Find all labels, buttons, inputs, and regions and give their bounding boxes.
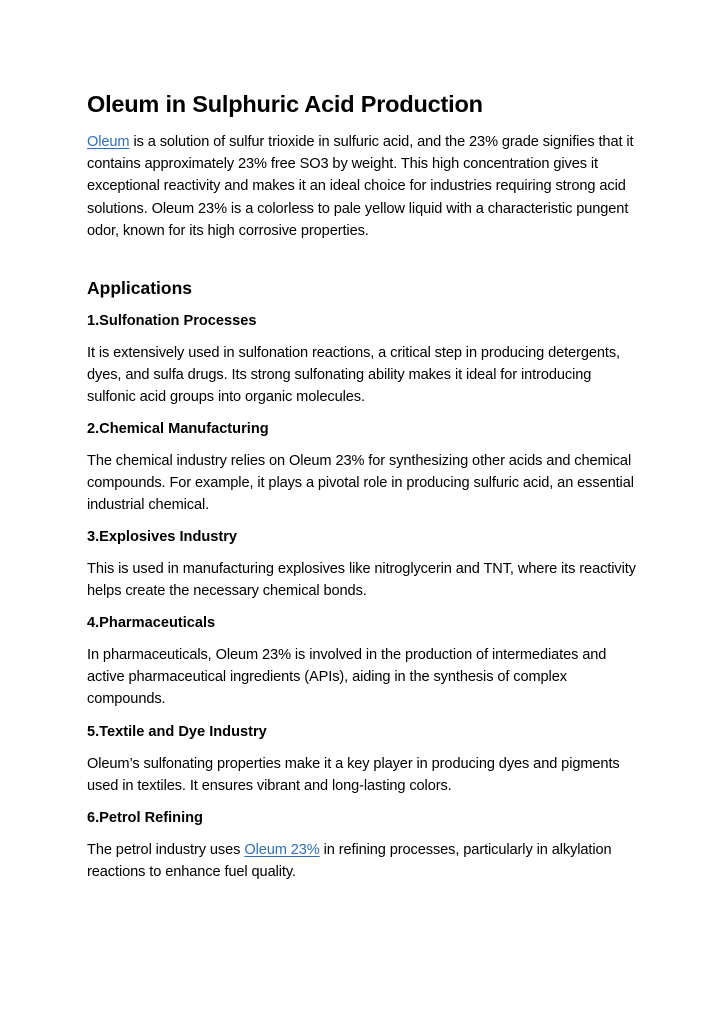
section-heading-petrol-refining: 6.Petrol Refining xyxy=(87,810,203,826)
intro-text: is a solution of sulfur trioxide in sulfuric acid, and the 23% grade signifies that it contains approximately 23% free SO3 by weight. This high concentration gives it exceptional reactivity and makes it an ideal choice for industries requiring strong acid solutions. Oleum 23% is a colorless to pale yellow liquid with a characteristic pungent odor, known for its high corrosive properties. xyxy=(87,134,634,239)
section-body-explosives: This is used in manufacturing explosives like nitroglycerin and TNT, where its reactivity helps create the necessary chemical bonds. xyxy=(87,561,636,600)
section-heading-chemical-manufacturing: 2.Chemical Manufacturing xyxy=(87,421,269,437)
intro-paragraph xyxy=(87,131,642,242)
petrol-text-before: The petrol industry uses xyxy=(87,842,245,858)
section-heading-pharmaceuticals: 4.Pharmaceuticals xyxy=(87,615,216,631)
section-heading-textile-dye: 5.Textile and Dye Industry xyxy=(87,724,267,740)
petrol-text-after: in refining processes, particularly in alkylation reactions to enhance fuel quality. xyxy=(87,842,612,881)
applications-heading: Applications xyxy=(87,278,193,298)
page-title: Oleum in Sulphuric Acid Production xyxy=(87,91,483,117)
oleum-23-link[interactable]: Oleum 23% xyxy=(244,842,320,858)
section-body-textile-dye: Oleum’s sulfonating properties make it a key player in producing dyes and pigments used in textiles. It ensures vibrant and long-lasting colors. xyxy=(87,756,620,795)
section-heading-sulfonation: 1.Sulfonation Processes xyxy=(87,313,257,329)
section-body-pharmaceuticals: In pharmaceuticals, Oleum 23% is involved in the production of intermediates and active pharmaceutical ingredients (APIs), aiding in the synthesis of complex compounds. xyxy=(87,647,607,708)
section-body-sulfonation: It is extensively used in sulfonation reactions, a critical step in producing detergents, dyes, and sulfa drugs. Its strong sulfonating ability makes it ideal for introducing sulfonic acid groups into organic molecules. xyxy=(87,345,620,406)
section-body-petrol-refining xyxy=(87,839,642,883)
oleum-link[interactable]: Oleum xyxy=(87,134,130,150)
section-heading-explosives: 3.Explosives Industry xyxy=(87,529,238,545)
section-body-chemical-manufacturing: The chemical industry relies on Oleum 23% for synthesizing other acids and chemical compounds. For example, it plays a pivotal role in producing sulfuric acid, an essential industrial chemical. xyxy=(87,453,634,514)
